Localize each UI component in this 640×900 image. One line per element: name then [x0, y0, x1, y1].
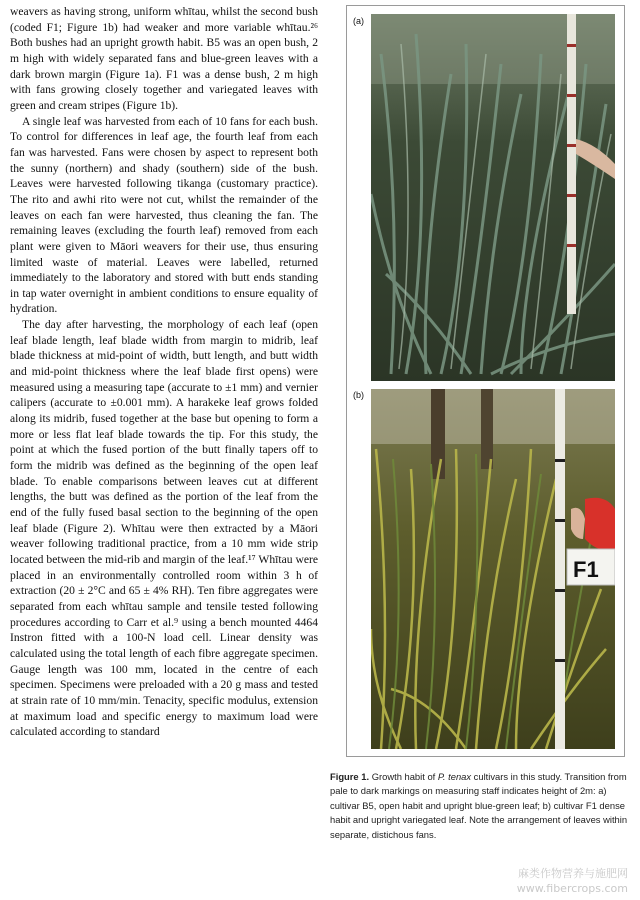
panel-label-b: (b)	[353, 390, 364, 400]
photo-panel-a	[371, 14, 615, 381]
caption-prefix: Growth habit of	[371, 771, 438, 782]
photo-panel-b	[371, 389, 615, 749]
flax-bush-b5-photo	[371, 14, 615, 381]
flax-bush-f1-photo	[371, 389, 615, 749]
body-paragraph-2: A single leaf was harvested from each of 10 fans for each bush. To control for differences in leaf age, the fourth leaf from each fan was harvested. Fans were chosen by aspect to represent both the sunny (northern) and shady (southern) side of the bush. Leaves were harvested following tikanga (customary practice). The rito and awhi rito were not cut, whilst the remainder of the leaves on each fan were harvested, thus cleaning the fan. The remaining leaves (excluding the fourth leaf) removed from each plant were given to Māori weavers for their use, thus ensuring limited waste of material. Leaves were labelled, returned immediately to the laboratory and stored with butt ends standing in tap water overnight in ambient conditions to ensure equality of hydration.	[10, 114, 318, 316]
watermark-line-1: 麻类作物营养与施肥网	[518, 867, 628, 880]
f1-sign-text: F1	[573, 557, 599, 582]
body-paragraph-3: The day after harvesting, the morphology of each leaf (open leaf blade length, leaf blade width from margin to midrib, leaf blade thickness at mid-point of width, butt length, and butt width and mid-point thickness where the leaf blade first opens) were measured using a measuring tape (accurate to ±1 mm) and vernier calipers (accurate to ±0.001 mm). A harakeke leaf grows folded along its midrib, fused together at the base but opening to form a more or less flat leaf blade towards the tip. For this study, the point at which the fused portion of the butt finally tapers off to form the midrib was defined as the beginning of the open leaf blade. To enable comparisons between leaves cut at different lengths, the butt was defined as the portion of the leaf from the end of the fully fused basal section to the beginning of the open leaf blade (Figure 2). Whītau were then extracted by a Māori weaver following traditional practice, from a 10 mm wide strip located between the mid-rib and margin of the leaf.¹⁷ Whītau were placed in an environmentally controlled room within 3 h of extraction (20 ± 2°C and 65 ± 4% RH). Ten fibre aggregates were separated from each whītau sample and tensile tested following procedures according to Carr et al.⁹ using a bench mounted 4464 Instron fitted with a 100-N load cell. Linear density was calculated using the total length of each fibre aggregate specimen. Gauge length was 100 mm, located in the centre of each specimen. Specimens were preloaded with a 20 g mass and tested at strain rate of 10 mm/min. Tenacity, specific modulus, extension at maximum load and specific energy to maximum load were calculated according to standard	[10, 318, 318, 739]
body-text-column	[10, 4, 318, 740]
caption-text: cultivars in this study. Transition from pale to dark markings on measuring staff indicates height of 2m: a) cultivar B5, open habit and upright blue-green leaf; b) cultivar F1 dense habit and upright variegated leaf. Note the arrangement of leaves within separate, distichous fans.	[330, 771, 628, 840]
watermark	[517, 866, 628, 896]
figure-frame	[346, 5, 625, 757]
caption-species: P. tenax	[437, 771, 472, 782]
watermark-line-2: www.fibercrops.com	[516, 882, 628, 895]
panel-label-a: (a)	[353, 16, 364, 26]
body-paragraph-1: weavers as having strong, uniform whītau, whilst the second bush (coded F1; Figure 1b) had weaker and more variable whītau.²⁶ Both bushes had an upright growth habit. B5 was an open bush, 2 m high with widely separated fans and blue-green leaves with a dark brown margin (Figure 1a). F1 was a dense bush, 2 m high with fans growing closely together and variegated leaves with green and cream stripes (Figure 1b).	[10, 5, 318, 112]
figure-caption	[330, 770, 636, 842]
caption-label: Figure 1.	[330, 771, 370, 782]
